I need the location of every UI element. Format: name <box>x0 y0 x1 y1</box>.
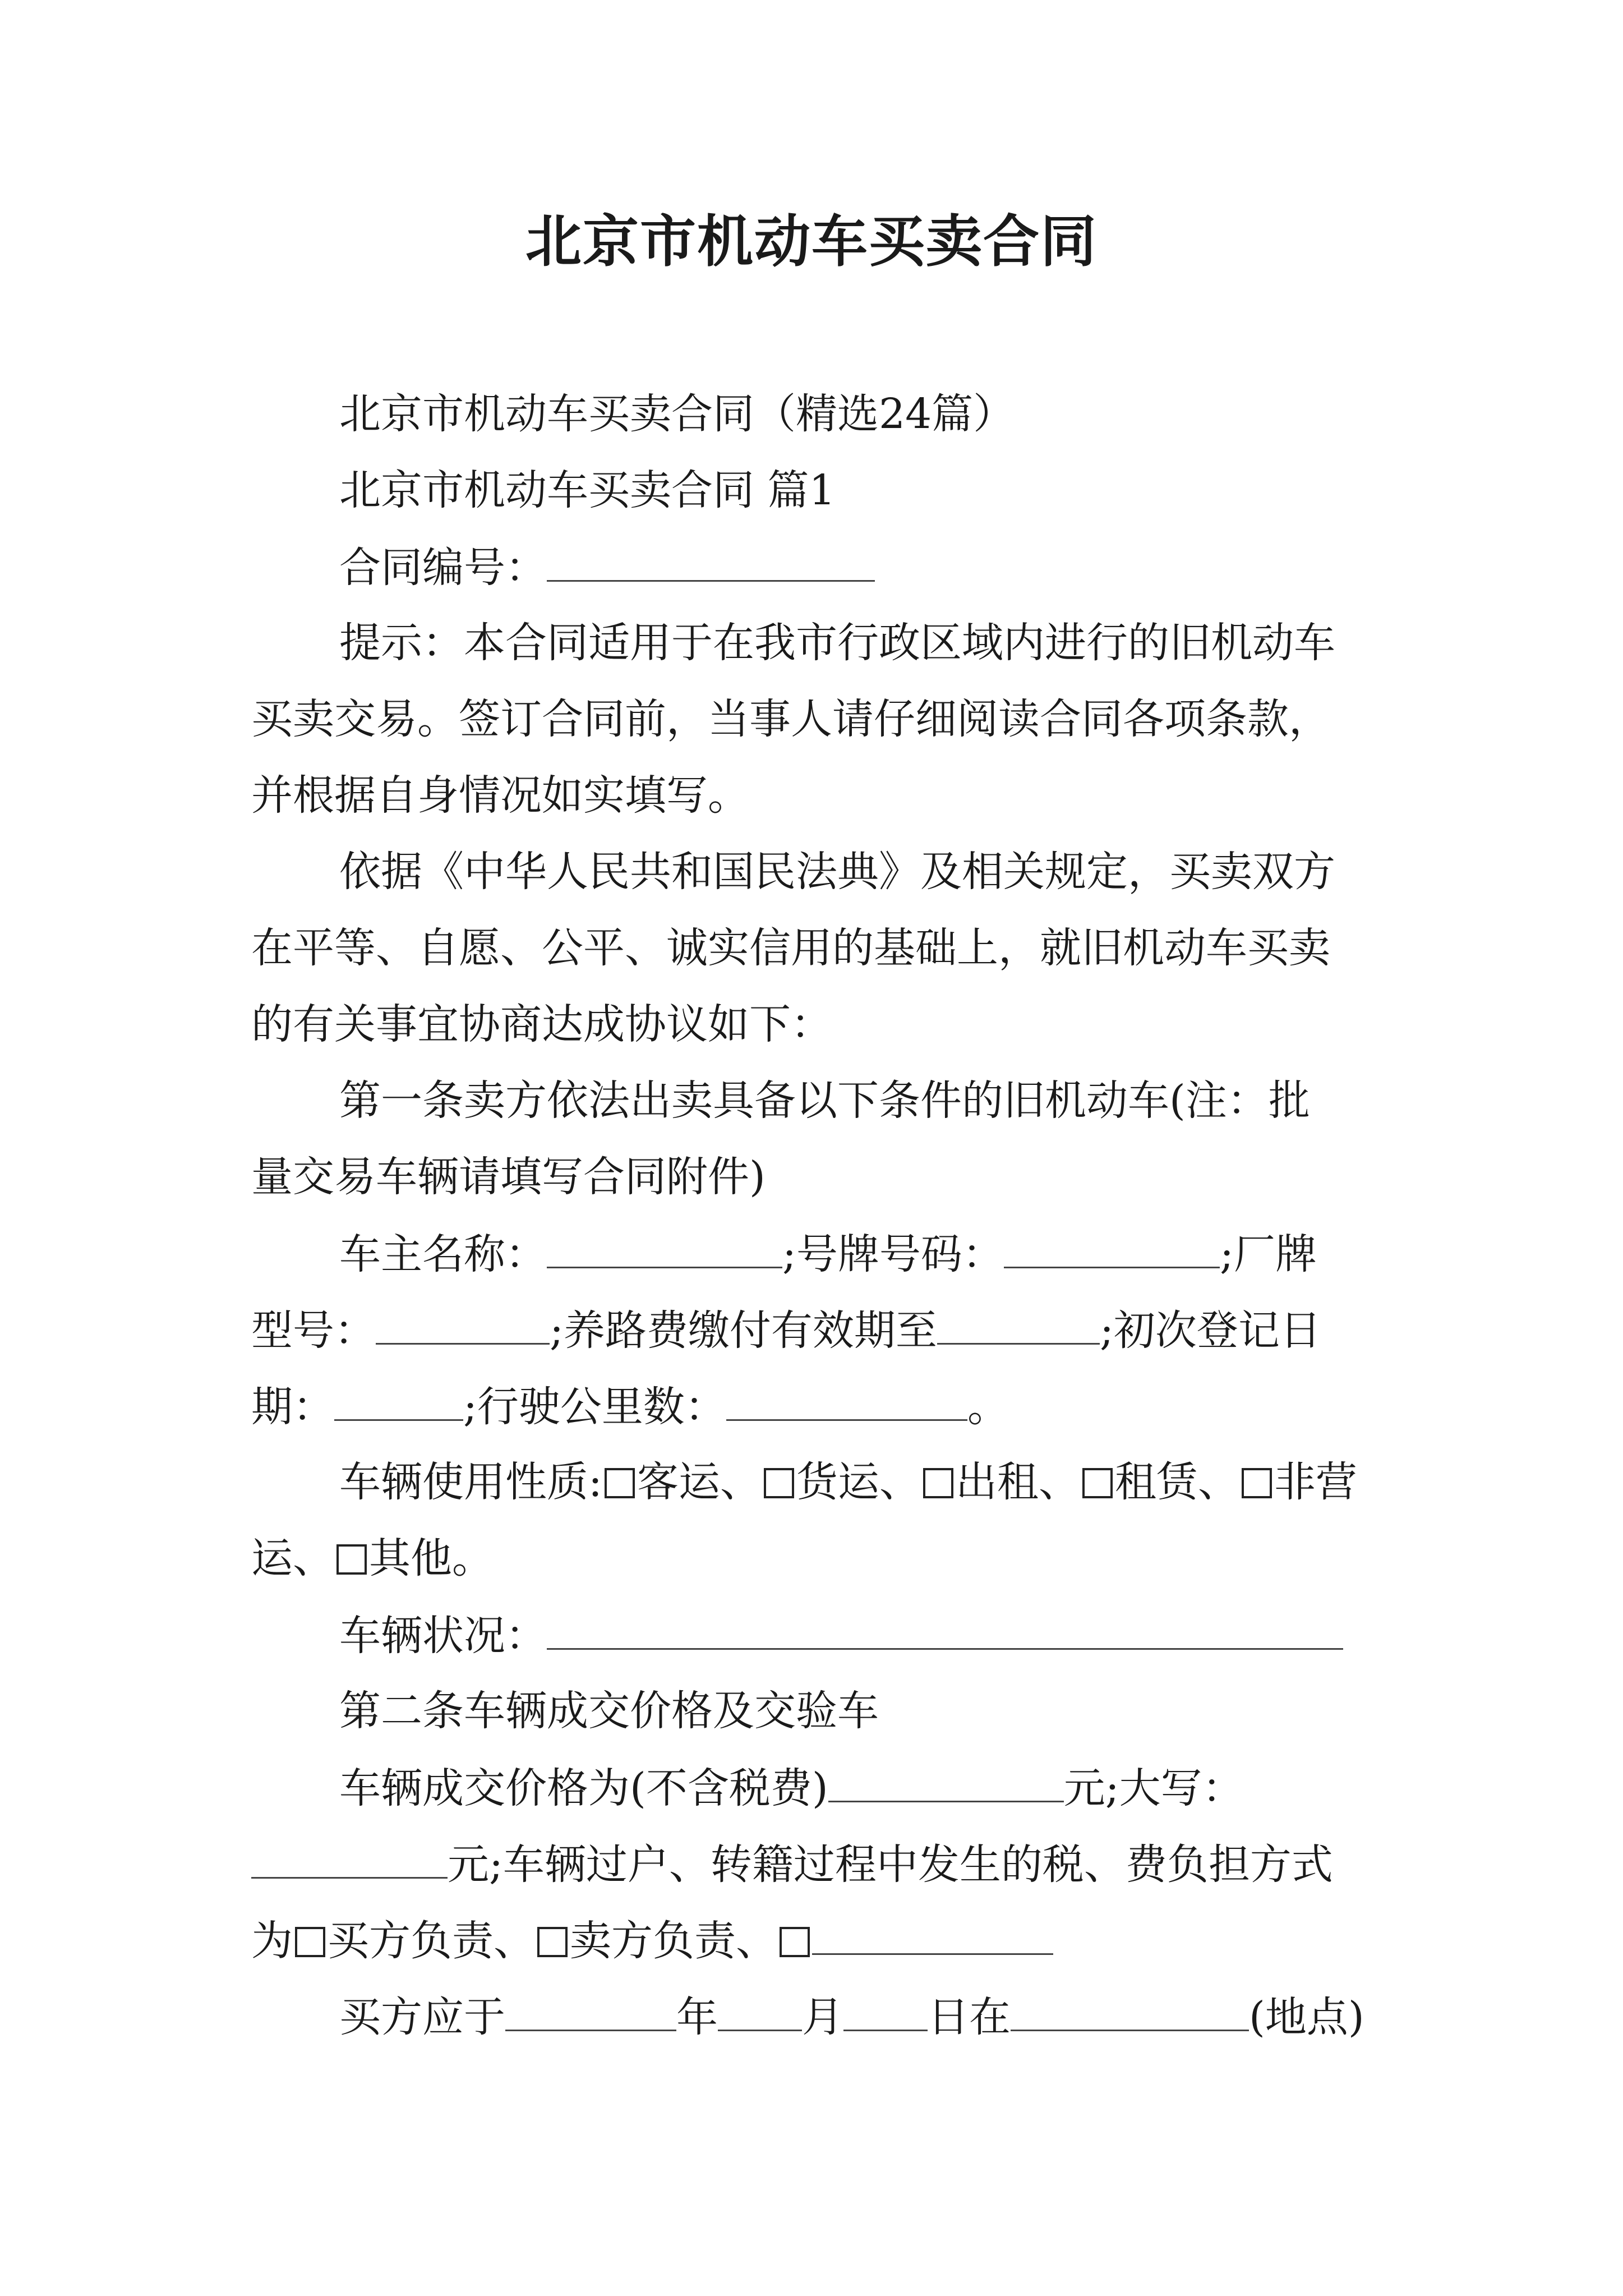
day-label: 日在 <box>928 1993 1011 2041</box>
option-freight: 货运、 <box>796 1458 921 1506</box>
condition-label: 车辆状况： <box>339 1612 547 1660</box>
owner-label: 车主名称： <box>339 1230 547 1278</box>
option-passenger: 客运、 <box>637 1458 762 1506</box>
option-buyer-pays: 买方负责、 <box>328 1917 535 1965</box>
tip-line-1: 提示：本合同适用于在我市行政区域内进行的旧机动车 <box>339 619 1335 667</box>
option-other: 其他。 <box>369 1534 494 1582</box>
tip-line-2: 买卖交易。签订合同前，当事人请仔细阅读合同各项条款， <box>251 695 1330 743</box>
price-label: 车辆成交价格为(不含税费) <box>339 1764 828 1812</box>
article1-line-1: 第一条卖方依法出卖具备以下条件的旧机动车(注：批 <box>339 1076 1310 1125</box>
tip-line-3: 并根据自身情况如实填写。 <box>251 771 749 820</box>
price-uppercase-label: 元;大写： <box>1063 1764 1244 1812</box>
condition-blank[interactable] <box>547 1601 1343 1650</box>
brand-label: ;厂牌 <box>1219 1230 1317 1278</box>
checkbox-taxi[interactable] <box>923 1468 953 1498</box>
delivery-date-row <box>0 1982 1364 2050</box>
price-uppercase-blank[interactable] <box>251 1830 448 1879</box>
option-taxi: 出租、 <box>955 1458 1080 1506</box>
tax-burden-prefix: 为 <box>251 1917 293 1965</box>
plate-label: ;号牌号码： <box>782 1230 1004 1278</box>
month-blank[interactable] <box>718 1982 802 2031</box>
place-label: (地点) <box>1249 1993 1364 2041</box>
owner-blank[interactable] <box>547 1220 782 1268</box>
year-label: 年 <box>676 1993 718 2041</box>
price-line-2 <box>0 1830 1333 1897</box>
checkbox-other-payer[interactable] <box>780 1927 810 1957</box>
vehicle-info-line-1 <box>0 1220 1317 1287</box>
checkbox-freight[interactable] <box>764 1468 794 1498</box>
delivery-prefix: 买方应于 <box>339 1993 505 2041</box>
mileage-label: ;行驶公里数： <box>463 1383 726 1431</box>
contract-number-label: 合同编号： <box>339 544 547 592</box>
option-seller-pays: 卖方负责、 <box>570 1917 777 1965</box>
place-blank[interactable] <box>1011 1982 1249 2031</box>
checkbox-leasing[interactable] <box>1082 1468 1113 1498</box>
option-leasing: 租赁、 <box>1114 1458 1239 1506</box>
option-non-operating: 非营 <box>1274 1458 1357 1506</box>
usage-line-2 <box>0 1525 494 1592</box>
article2-heading: 第二条车辆成交价格及交验车 <box>339 1687 879 1735</box>
checkbox-buyer-pays[interactable] <box>295 1927 325 1957</box>
document-title: 北京市机动车买卖合同 <box>525 208 1098 274</box>
month-label: 月 <box>802 1993 843 2041</box>
basis-line-3: 的有关事宜协商达成协议如下： <box>251 1000 832 1048</box>
other-payer-blank[interactable] <box>812 1906 1053 1955</box>
heading-line: 北京市机动车买卖合同（精选24篇） <box>339 390 1015 438</box>
basis-line-2: 在平等、自愿、公平、诚实信用的基础上，就旧机动车买卖 <box>251 924 1330 972</box>
checkbox-seller-pays[interactable] <box>537 1927 568 1957</box>
first-registration-label-continued: 期： <box>251 1383 334 1431</box>
option-non-operating-continued: 运、 <box>251 1534 334 1582</box>
mileage-blank[interactable] <box>726 1372 967 1421</box>
brand-blank[interactable] <box>376 1296 550 1345</box>
first-registration-label: ;初次登记日 <box>1099 1306 1321 1355</box>
price-line-3 <box>0 1906 1053 1973</box>
brand-label-continued: 型号： <box>251 1306 376 1355</box>
first-registration-blank[interactable] <box>334 1372 463 1421</box>
article1-line-2: 量交易车辆请填写合同附件) <box>251 1153 766 1201</box>
basis-line-1: 依据《中华人民共和国民法典》及相关规定，买卖双方 <box>339 848 1335 896</box>
price-line-1 <box>0 1754 1244 1821</box>
road-fee-label: ;养路费缴付有效期至 <box>550 1306 937 1355</box>
checkbox-other[interactable] <box>336 1544 367 1575</box>
plate-blank[interactable] <box>1004 1220 1220 1268</box>
condition-row <box>0 1601 1343 1668</box>
subheading-line: 北京市机动车买卖合同 篇1 <box>339 466 836 514</box>
road-fee-blank[interactable] <box>937 1296 1100 1345</box>
vehicle-info-line-3 <box>0 1372 1009 1439</box>
tax-burden-text: 元;车辆过户、转籍过程中发生的税、费负担方式 <box>448 1841 1333 1889</box>
day-blank[interactable] <box>843 1982 928 2031</box>
usage-label: 车辆使用性质: <box>339 1458 602 1506</box>
price-blank[interactable] <box>828 1754 1064 1802</box>
usage-line-1 <box>0 1448 1357 1516</box>
contract-number-blank[interactable] <box>547 533 875 582</box>
vehicle-info-line-2 <box>0 1296 1321 1363</box>
end-mark: 。 <box>967 1383 1009 1431</box>
year-blank[interactable] <box>505 1982 676 2031</box>
contract-number-row <box>0 533 875 600</box>
checkbox-non-operating[interactable] <box>1242 1468 1272 1498</box>
checkbox-passenger[interactable] <box>605 1468 635 1498</box>
